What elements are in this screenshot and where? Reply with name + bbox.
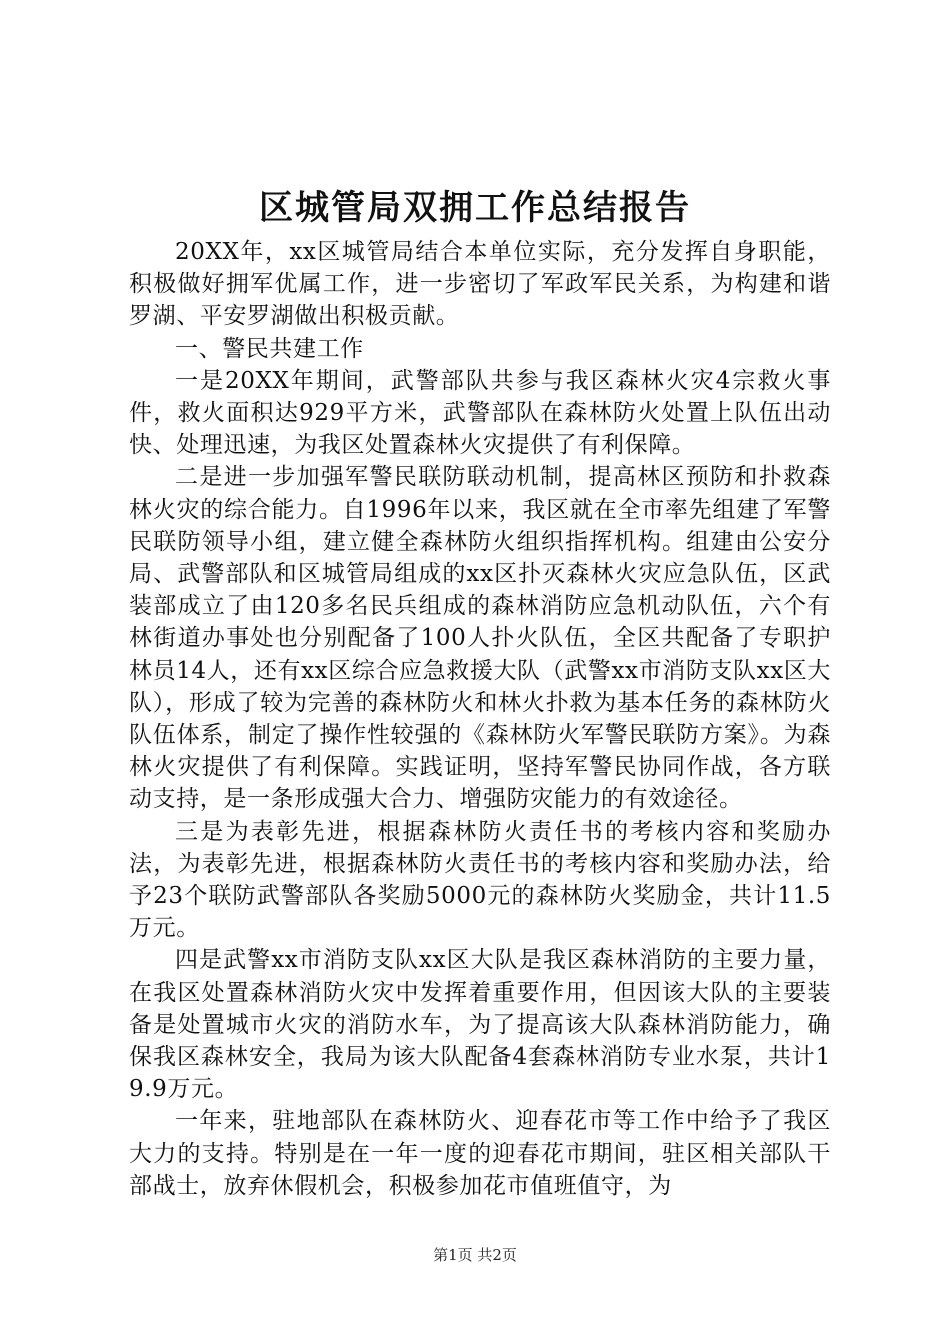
paragraph-item-2: 二是进一步加强军警民联防联动机制，提高林区预防和扑救森林火灾的综合能力。自1996年以来，我区就在全市率先组建了军警民联防领导小组，建立健全森林防火组织指挥机构。组建由公安分局、武警部队和区城管局组成的xx区扑灭森林火灾应急队伍，区武装部成立了由120多名民兵组成的森林消防应急机动队伍，六个有林街道办事处也分别配备了100人扑火队伍，全区共配备了专职护林员14人，还有xx区综合应急救援大队（武警xx市消防支队xx区大队），形成了较为完善的森林防火和林火扑救为基本任务的森林防火队伍体系，制定了操作性较强的《森林防火军警民联防方案》。为森林火灾提供了有利保障。实践证明，坚持军警民协同作战，各方联动支持，是一条形成强大合力、增强防灾能力的有效途径。 [129,464,831,813]
paragraph-item-4: 四是武警xx市消防支队xx区大队是我区森林消防的主要力量，在我区处置森林消防火灾中发挥着重要作用，但因该大队的主要装备是处置城市火灾的消防水车，为了提高该大队森林消防能力，确保我区森林安全，我局为该大队配备4套森林消防专业水泵，共计19.9万元。 [129,947,831,1103]
paragraph-item-3: 三是为表彰先进，根据森林防火责任书的考核内容和奖励办法，为表彰先进，根据森林防火责任书的考核内容和奖励办法，给予23个联防武警部队各奖励5000元的森林防火奖励金，共计11.5万元。 [129,818,831,942]
document-title: 区城管局双拥工作总结报告 [259,188,691,228]
paragraph-intro: 20XX年，xx区城管局结合本单位实际，充分发挥自身职能，积极做好拥军优属工作，进一步密切了军政军民关系，为构建和谐罗湖、平安罗湖做出积极贡献。 [129,239,831,330]
document-body [129,236,831,1202]
page-number-footer: 第1页 共2页 [433,1246,517,1264]
paragraph-summary: 一年来，驻地部队在森林防火、迎春花市等工作中给予了我区大力的支持。特别是在一年一度的迎春花市期间，驻区相关部队干部战士，放弃休假机会，积极参加花市值班值守，为 [129,1108,831,1199]
paragraph-item-1: 一是20XX年期间，武警部队共参与我区森林火灾4宗救火事件，救火面积达929平方米，武警部队在森林防火处置上队伍出动快、处理迅速，为我区处置森林火灾提供了有利保障。 [129,367,831,459]
section-heading: 一、警民共建工作 [175,335,364,362]
